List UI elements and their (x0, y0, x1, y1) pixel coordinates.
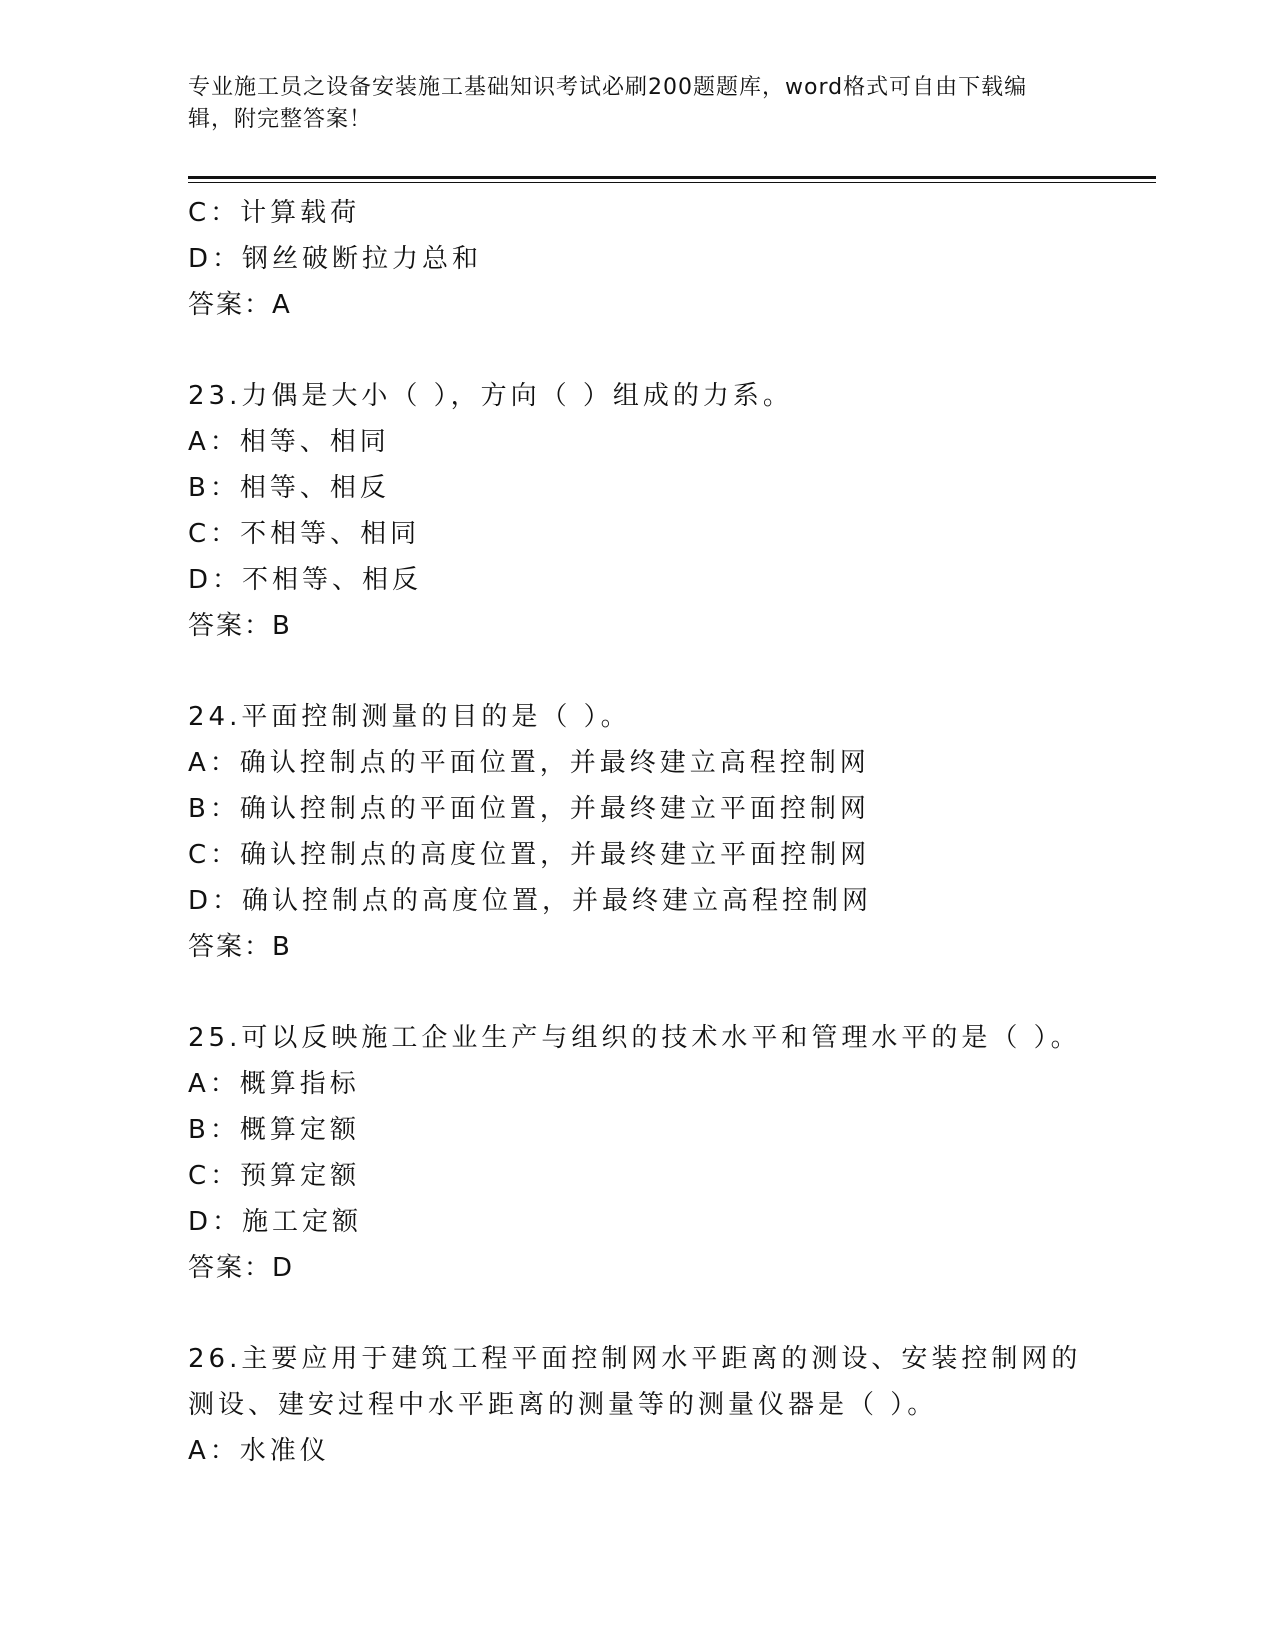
option-a: A：水准仪 (188, 1436, 330, 1466)
option-b: B：概算定额 (188, 1115, 360, 1145)
answer-line: 答案：B (188, 932, 292, 962)
option-d: D：确认控制点的高度位置，并最终建立高程控制网 (188, 886, 873, 916)
question-25 (188, 1015, 1148, 1291)
answer-line: 答案：B (188, 611, 292, 641)
option-c: C：预算定额 (188, 1161, 361, 1191)
option-a: A：相等、相同 (188, 427, 390, 457)
option-c: C：计算载荷 (188, 198, 361, 228)
question-stem: 26.主要应用于建筑工程平面控制网水平距离的测设、安装控制网的测设、建安过程中水平距离的测量等的测量仪器是（ ）。 (188, 1344, 1082, 1420)
option-a: A：确认控制点的平面位置，并最终建立高程控制网 (188, 748, 870, 778)
option-a: A：概算指标 (188, 1069, 360, 1099)
answer-line: 答案：D (188, 1253, 295, 1283)
question-stem: 24.平面控制测量的目的是（ ）。 (188, 702, 631, 732)
question-stem: 25.可以反映施工企业生产与组织的技术水平和管理水平的是（ ）。 (188, 1023, 1081, 1053)
question-23 (188, 373, 1148, 649)
question-24 (188, 694, 1148, 970)
option-c: C：不相等、相同 (188, 519, 421, 549)
document-header: 专业施工员之设备安装施工基础知识考试必刷200题题库，word格式可自由下载编辑，附完整答案！ (188, 75, 1028, 132)
option-d: D：施工定额 (188, 1207, 363, 1237)
question-stem: 23.力偶是大小（ ），方向（ ）组成的力系。 (188, 381, 793, 411)
option-d: D：钢丝破断拉力总和 (188, 244, 483, 274)
option-c: C：确认控制点的高度位置，并最终建立平面控制网 (188, 840, 871, 870)
option-b: B：确认控制点的平面位置，并最终建立平面控制网 (188, 794, 870, 824)
question-26 (188, 1336, 1148, 1474)
question-22-remainder (188, 190, 1148, 328)
option-b: B：相等、相反 (188, 473, 390, 503)
header-divider-thick (188, 176, 1156, 179)
header-divider-thin (188, 182, 1156, 183)
answer-line: 答案：A (188, 290, 292, 320)
option-d: D：不相等、相反 (188, 565, 423, 595)
question-content (188, 190, 1148, 1474)
